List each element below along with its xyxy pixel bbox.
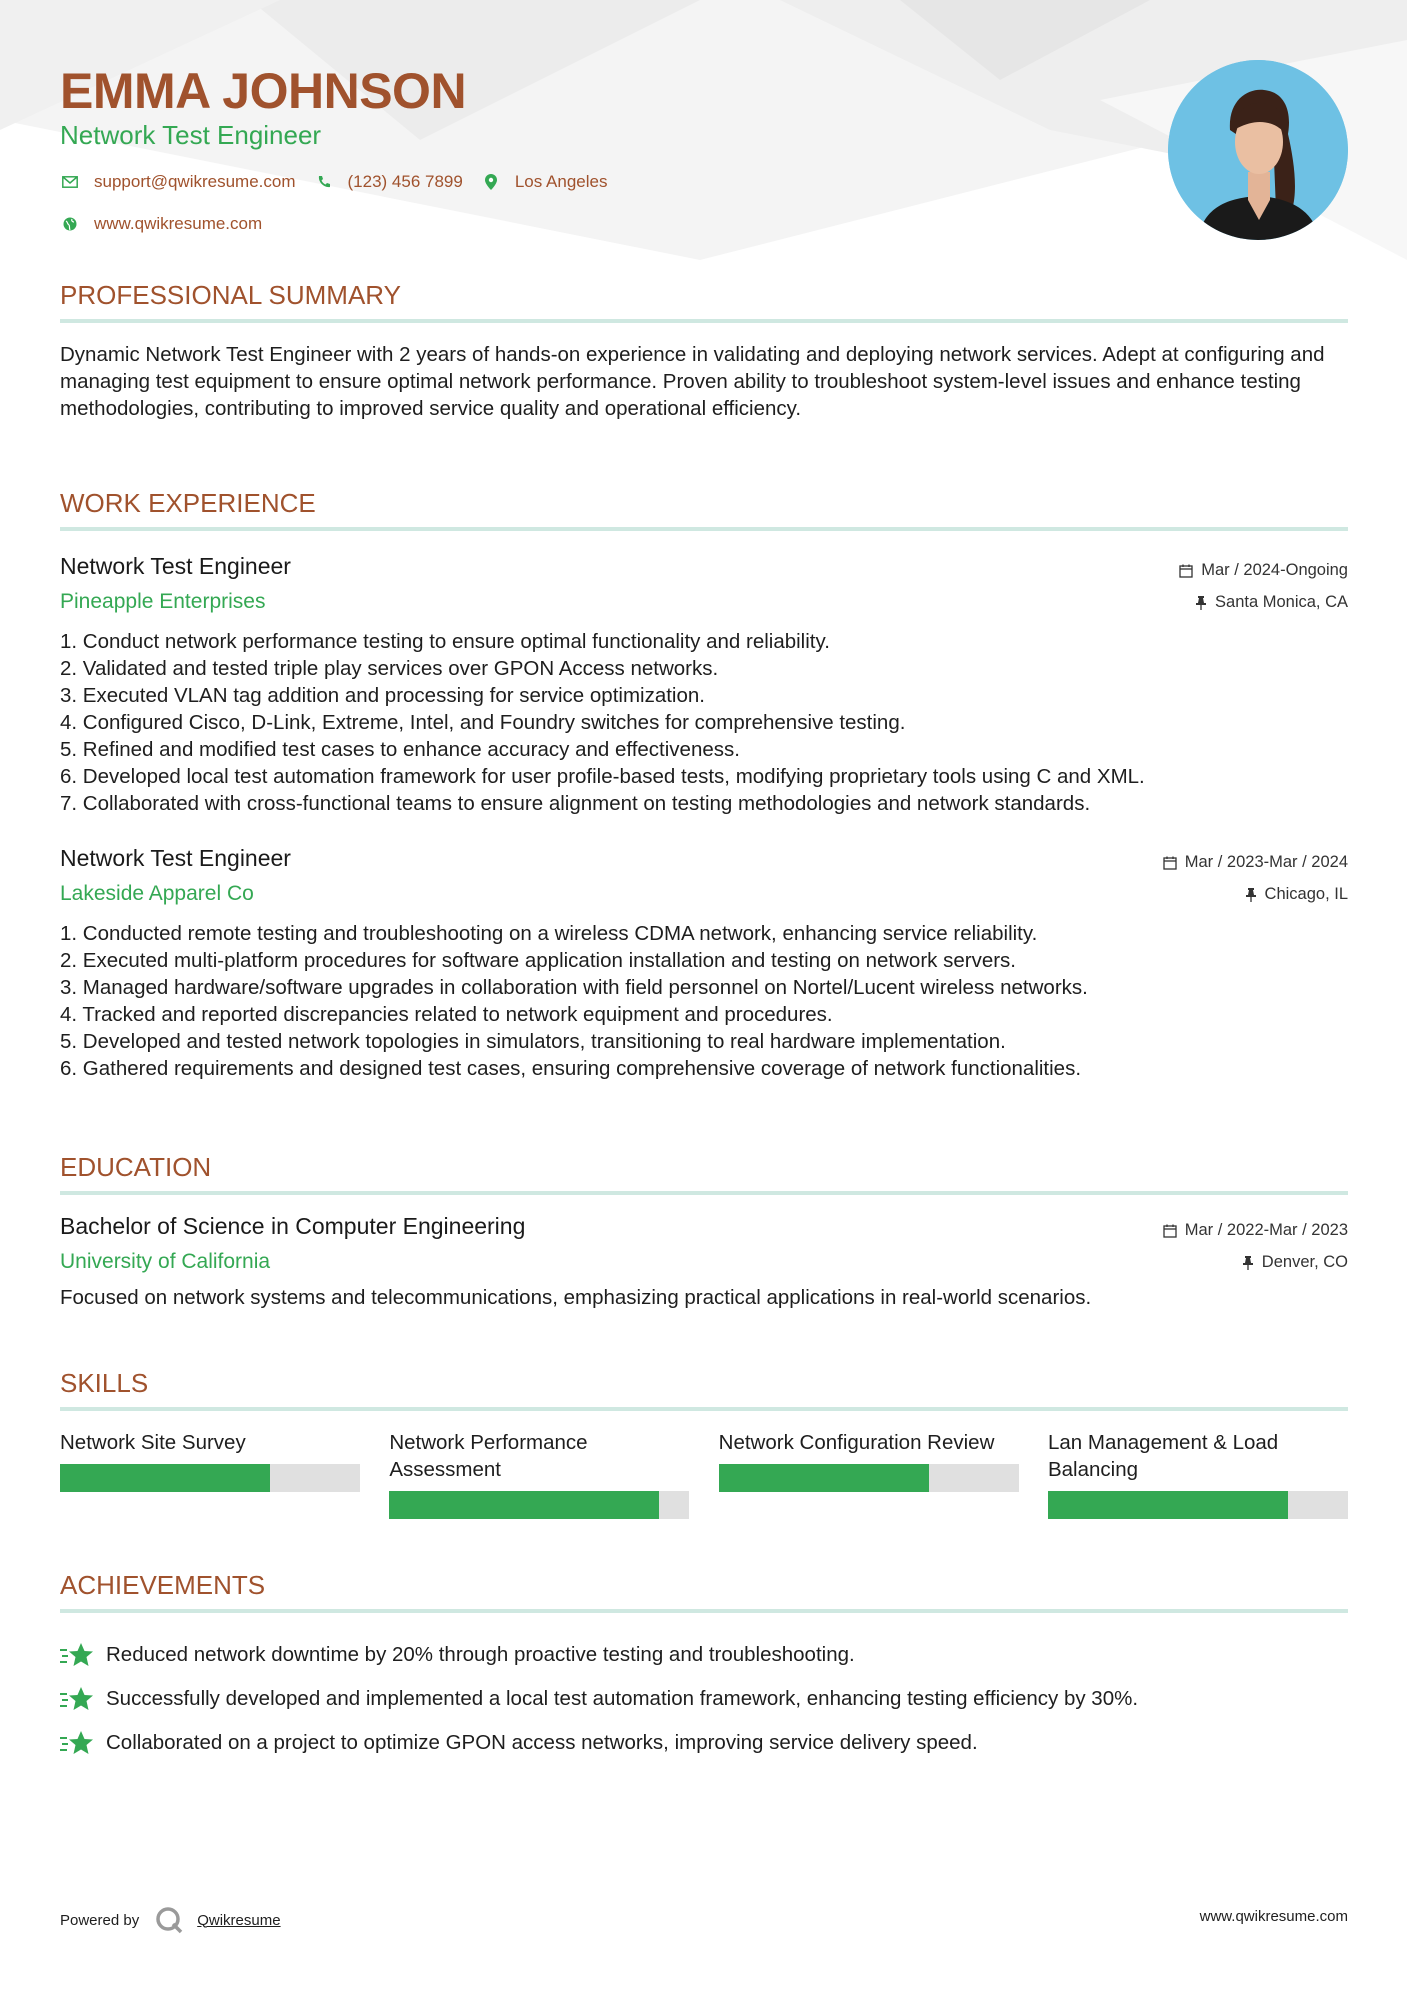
skill-bar-fill: [1048, 1491, 1288, 1519]
education-date-text: Mar / 2022-Mar / 2023: [1184, 1221, 1348, 1239]
job-location: [1195, 593, 1348, 612]
job-company: Pineapple Enterprises: [60, 590, 266, 613]
location-text: Los Angeles: [514, 172, 608, 191]
phone-number[interactable]: (123) 456 7899: [347, 172, 463, 191]
skills-list: [60, 1429, 1348, 1519]
job-date: [1163, 853, 1348, 872]
skill-name: Lan Management & Load Balancing: [1047, 1431, 1279, 1481]
list-item: 6. Developed local test automation framework for user profile-based tests, modifying proprietary tools using C and XML.: [60, 765, 1145, 788]
job-bullets: [60, 920, 1348, 1082]
job-company: Lakeside Apparel Co: [60, 882, 254, 905]
job-location-text: Chicago, IL: [1264, 885, 1348, 903]
avatar: [1168, 60, 1348, 240]
list-item: 5. Developed and tested network topologies in simulators, transitioning to real hardware implementation.: [60, 1030, 1006, 1053]
list-item: 7. Collaborated with cross-functional teams to ensure alignment on testing methodologies and network standards.: [60, 792, 1091, 815]
globe-icon: [60, 217, 80, 231]
experience-section: [60, 488, 1348, 1082]
website-row: [60, 214, 280, 234]
achievement-text: Reduced network downtime by 20% through proactive testing and troubleshooting.: [106, 1643, 855, 1666]
star-icon: [60, 1728, 94, 1758]
skill-item: [60, 1429, 360, 1519]
job-title: Network Test Engineer: [60, 553, 291, 579]
achievement-item: [60, 1721, 1348, 1765]
candidate-title: Network Test Engineer: [60, 120, 322, 150]
education-date: [1163, 1221, 1348, 1240]
star-icon: [60, 1684, 94, 1714]
skills-section: [60, 1368, 1348, 1519]
list-item: 5. Refined and modified test cases to enhance accuracy and effectiveness.: [60, 738, 740, 761]
list-item: 4. Tracked and reported discrepancies related to network equipment and procedures.: [60, 1003, 833, 1026]
skill-bar-fill: [719, 1464, 929, 1492]
list-item: 2. Validated and tested triple play services over GPON Access networks.: [60, 657, 719, 680]
qwikresume-link[interactable]: Qwikresume: [197, 1911, 281, 1929]
achievements-list: [60, 1633, 1348, 1765]
achievements-heading: ACHIEVEMENTS: [60, 1570, 1348, 1613]
star-icon: [60, 1640, 94, 1670]
calendar-icon: [1163, 1224, 1177, 1238]
education-location-text: Denver, CO: [1261, 1253, 1348, 1271]
education-location: [1242, 1253, 1348, 1272]
footer-website-link[interactable]: www.qwikresume.com: [1199, 1908, 1348, 1925]
pin-icon: [1245, 888, 1257, 902]
job-bullets: [60, 628, 1348, 817]
job-entry: [60, 553, 1348, 817]
email-icon: [60, 176, 80, 188]
list-item: 2. Executed multi-platform procedures for software application installation and testing on network servers.: [60, 949, 1017, 972]
phone-icon: [314, 175, 334, 189]
skill-bar: [719, 1464, 1019, 1492]
education-description: Focused on network systems and telecommunications, emphasizing practical applications in real-world scenarios.: [60, 1286, 1092, 1309]
summary-heading: PROFESSIONAL SUMMARY: [60, 280, 1348, 323]
skill-bar: [60, 1464, 360, 1492]
qwikresume-logo-icon: [155, 1906, 183, 1934]
calendar-icon: [1163, 856, 1177, 870]
experience-heading: WORK EXPERIENCE: [60, 488, 1348, 531]
degree-title: Bachelor of Science in Computer Engineering: [60, 1213, 526, 1239]
job-location: [1245, 885, 1348, 904]
skill-bar: [1048, 1491, 1348, 1519]
pin-icon: [1195, 596, 1207, 610]
achievement-text: Collaborated on a project to optimize GPON access networks, improving service delivery speed.: [106, 1731, 978, 1754]
powered-by: [60, 1906, 281, 1934]
profile-photo: [1168, 60, 1348, 240]
summary-section: [60, 280, 1348, 422]
job-date-text: Mar / 2024-Ongoing: [1201, 561, 1348, 579]
calendar-icon: [1179, 564, 1193, 578]
skill-bar: [389, 1491, 689, 1519]
summary-text: Dynamic Network Test Engineer with 2 years of hands-on experience in validating and deploying network services. Adept at configuring and managing test equipment to ensure optimal network performance. Proven ability to troubleshoot system-level issues and enhance testing methodologies, contributing to improved service quality and operational efficiency.: [60, 343, 1325, 420]
education-heading: EDUCATION: [60, 1152, 1348, 1195]
school-name: University of California: [60, 1250, 271, 1273]
candidate-name: EMMA JOHNSON: [60, 63, 467, 119]
list-item: 3. Managed hardware/software upgrades in collaboration with field personnel on Nortel/Lucent wireless networks.: [60, 976, 1088, 999]
achievement-text: Successfully developed and implemented a local test automation framework, enhancing testing efficiency by 30%.: [106, 1687, 1139, 1710]
pin-icon: [1242, 1256, 1254, 1270]
job-location-text: Santa Monica, CA: [1215, 593, 1348, 611]
list-item: 6. Gathered requirements and designed test cases, ensuring comprehensive coverage of network functionalities.: [60, 1057, 1082, 1080]
contact-row: [60, 172, 625, 192]
skill-item: [1048, 1429, 1348, 1519]
achievement-item: [60, 1677, 1348, 1721]
skill-name: Network Configuration Review: [718, 1431, 995, 1454]
website-link[interactable]: www.qwikresume.com: [94, 214, 263, 233]
skill-item: [719, 1429, 1019, 1519]
job-date-text: Mar / 2023-Mar / 2024: [1184, 853, 1348, 871]
skill-bar-fill: [389, 1491, 659, 1519]
powered-by-label: Powered by: [60, 1911, 140, 1929]
skill-name: Network Performance Assessment: [389, 1431, 588, 1481]
location-pin-icon: [481, 174, 501, 190]
job-date: [1179, 561, 1348, 580]
education-entry: [60, 1213, 1348, 1310]
list-item: 4. Configured Cisco, D-Link, Extreme, Intel, and Foundry switches for comprehensive testing.: [60, 711, 906, 734]
skills-heading: SKILLS: [60, 1368, 1348, 1411]
achievement-item: [60, 1633, 1348, 1677]
education-section: [60, 1152, 1348, 1310]
email-link[interactable]: support@qwikresume.com: [94, 172, 296, 191]
achievements-section: [60, 1570, 1348, 1765]
skill-item: [389, 1429, 689, 1519]
skill-bar-fill: [60, 1464, 270, 1492]
list-item: 1. Conducted remote testing and troubleshooting on a wireless CDMA network, enhancing service reliability.: [60, 922, 1038, 945]
list-item: 1. Conduct network performance testing to ensure optimal functionality and reliability.: [60, 630, 830, 653]
list-item: 3. Executed VLAN tag addition and processing for service optimization.: [60, 684, 705, 707]
job-title: Network Test Engineer: [60, 845, 291, 871]
skill-name: Network Site Survey: [60, 1431, 246, 1454]
job-entry: [60, 845, 1348, 1082]
